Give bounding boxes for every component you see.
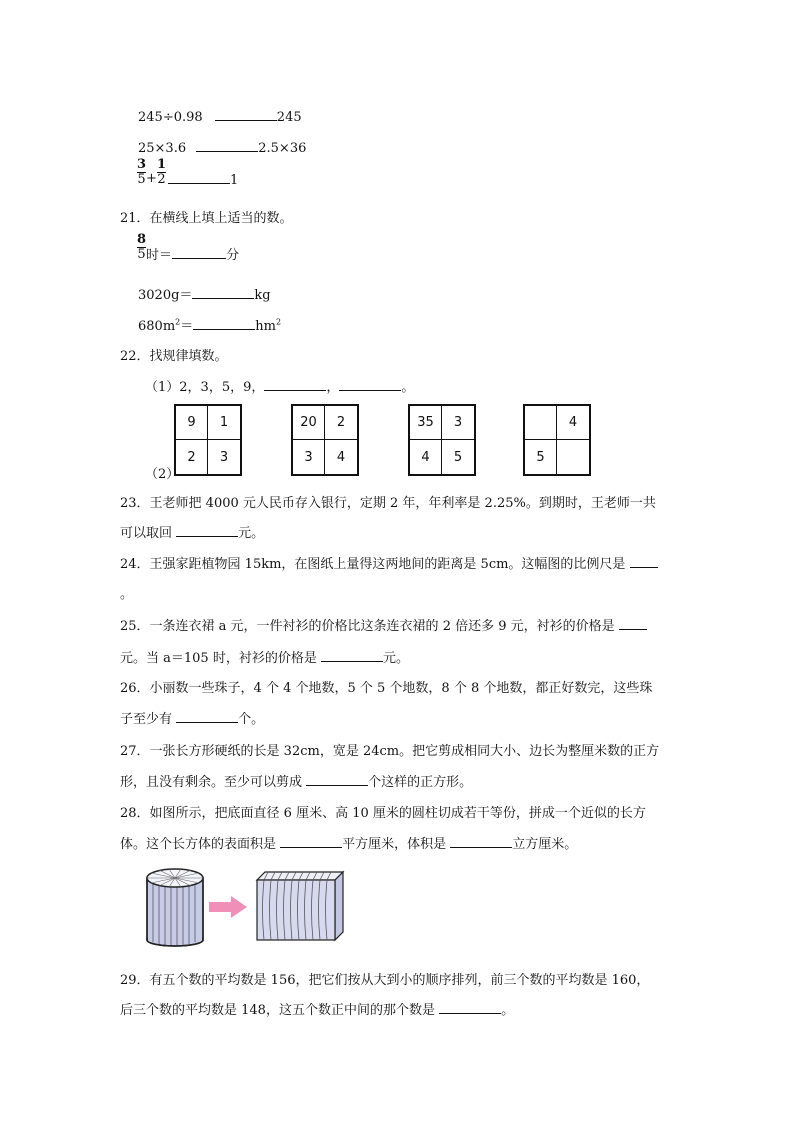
answer-blank[interactable] [439, 1001, 501, 1014]
grid-cell: 2 [176, 440, 208, 474]
q23-line-1: 23．王老师把 4000 元人民币存入银行，定期 2 年，年利率是 2.25%。到期时，王老师一共 [120, 496, 656, 511]
q29-line-1: 29．有五个数的平均数是 156，把它们按从大到小的顺序排列，前三个数的平均数是 160， [120, 973, 650, 988]
answer-blank[interactable] [264, 378, 326, 391]
answer-blank[interactable] [176, 710, 238, 723]
q24-line-2: 。 [120, 587, 134, 602]
q25-line-1: 25．一条连衣裙 a 元，一件衬衫的价格比这条连衣裙的 2 倍还多 9 元，衬衫的价格是 [120, 615, 647, 634]
compare-right: 2.5×36 [258, 141, 307, 156]
answer-blank[interactable] [176, 524, 238, 537]
number-grid-3 [408, 404, 476, 476]
arrow-right-icon [209, 896, 247, 918]
number-grid-2 [291, 404, 359, 476]
grid-cell: 4 [410, 440, 442, 474]
grid-cell: 4 [336, 449, 346, 465]
q28-line-2: 体。这个长方体的表面积是 平方厘米，体积是 立方厘米。 [120, 837, 578, 852]
q23-line-2: 可以取回 元。 [120, 526, 265, 541]
answer-blank[interactable] [630, 555, 658, 568]
grid-cell: 1 [208, 406, 240, 440]
grid-cell-blank[interactable] [557, 440, 589, 474]
answer-blank[interactable] [321, 649, 383, 662]
q26-line-1: 26．小丽数一些珠子，4 个 4 个地数，5 个 5 个地数，8 个 8 个地数，都正好数完，这些珠 [120, 681, 653, 696]
answer-blank[interactable] [306, 773, 368, 786]
fraction: $\frac{1}{2}$ [156, 157, 166, 187]
q28-line-1: 28．如图所示，把底面直径 6 厘米、高 10 厘米的圆柱切成若干等份，拼成一个近似的长方 [120, 806, 646, 821]
grid-cell: 20 [293, 406, 325, 440]
number-grid-1 [174, 404, 242, 476]
grid-cell: 5 [453, 449, 463, 465]
answer-blank[interactable] [215, 108, 277, 121]
answer-blank[interactable] [196, 139, 258, 152]
grid-cell-blank[interactable] [525, 406, 557, 440]
grid-cell: 3 [293, 440, 325, 474]
fraction: $\frac{8}{5}$ [137, 232, 147, 262]
answer-blank[interactable] [192, 286, 254, 299]
q26-line-2: 子至少有 个。 [120, 712, 265, 727]
compare-row-3 [137, 158, 238, 188]
q22-title: 22．找规律填数。 [120, 349, 228, 364]
q22-part-1: （1）2，3，5，9， ， 。 [145, 380, 415, 395]
answer-blank[interactable] [193, 317, 255, 330]
grid-cell: 4 [557, 406, 589, 440]
q24-line-1: 24．王强家距植物园 15km，在图纸上量得这两地间的距离是 5cm。这幅图的比例尺是 [120, 553, 658, 572]
q27-line-2: 形，且没有剩余。至少可以剪成 个这样的正方形。 [120, 775, 473, 790]
grid-cell: 35 [410, 406, 442, 440]
q25-line-2: 元。当 a＝105 时，衬衫的价格是 元。 [120, 651, 409, 666]
q21-row-1: $\frac{8}{5}$ 时＝ 分 [137, 232, 240, 263]
q21-title: 21．在横线上填上适当的数。 [120, 211, 293, 226]
compare-row-2 [138, 139, 306, 156]
cuboid-icon [257, 872, 343, 940]
answer-blank[interactable] [619, 617, 647, 630]
grid-cell: 3 [442, 406, 474, 440]
compare-right: 245 [276, 110, 302, 125]
compare-left: 25×3.6 [138, 141, 187, 156]
answer-blank[interactable] [450, 835, 512, 848]
compare-left: 245÷0.98 [138, 110, 203, 125]
grid-cell: 5 [525, 440, 557, 474]
q21-row-2: 3020g＝ kg [138, 288, 271, 303]
cylinder-icon [147, 869, 203, 946]
q27-line-1: 27．一张长方形硬纸的长是 32cm，宽是 24cm。把它剪成相同大小、边长为整厘米数的正方 [120, 744, 660, 759]
compare-row-1 [138, 108, 302, 125]
grid-cell: 9 [176, 406, 208, 440]
compare-right: 1 [230, 173, 239, 188]
answer-blank[interactable] [339, 378, 401, 391]
number-grid-4 [523, 404, 591, 476]
plus-sign: + [146, 171, 157, 186]
q21-row-3: $680m^2= hm^2$ [138, 317, 282, 334]
grid-cell: 2 [325, 406, 357, 440]
grid-cell: 3 [219, 449, 229, 465]
answer-blank[interactable] [280, 835, 342, 848]
answer-blank[interactable] [172, 246, 226, 259]
cylinder-to-cuboid-figure [143, 866, 363, 948]
fraction: $\frac{3}{5}$ [137, 157, 147, 187]
q29-line-2: 后三个数的平均数是 148，这五个数正中间的那个数是 。 [120, 1003, 515, 1018]
answer-blank[interactable] [168, 171, 230, 184]
q22-part-2-label: （2） [145, 467, 180, 482]
